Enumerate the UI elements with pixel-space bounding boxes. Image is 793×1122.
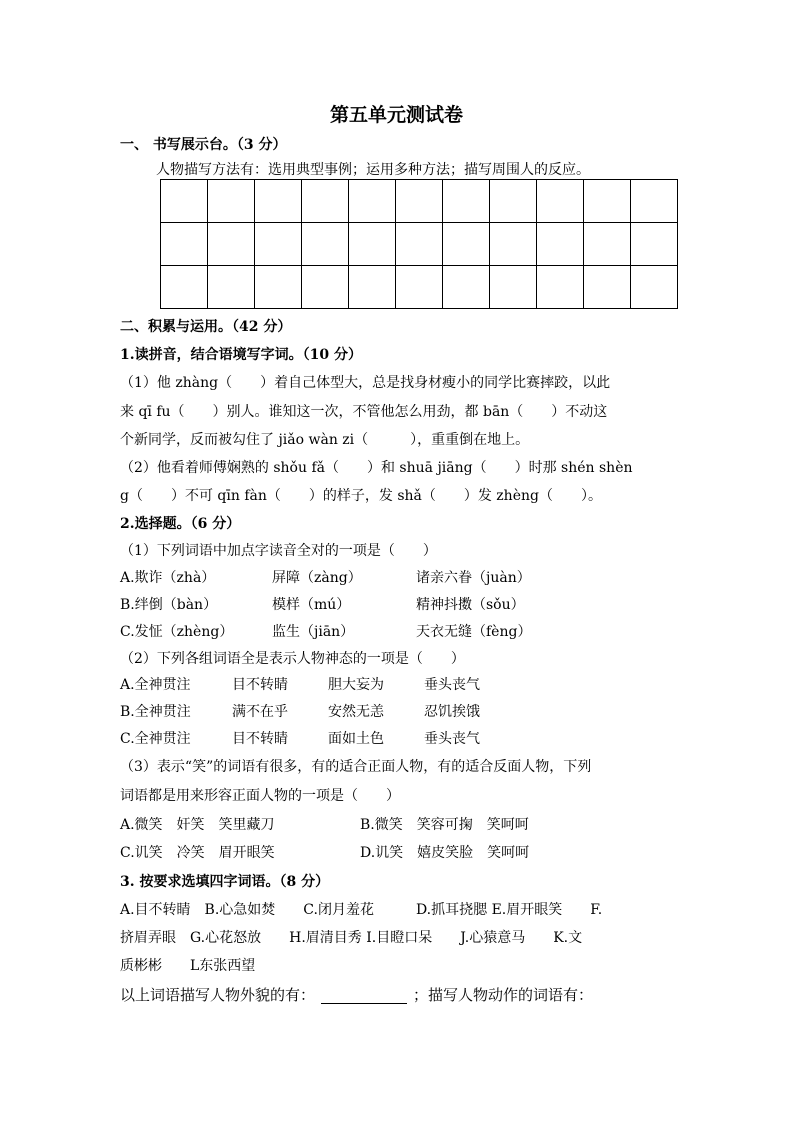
section-1-text: 人物描写方法有：选用典型事例；运用多种方法；描写周围人的反应。: [156, 162, 590, 178]
q3-line: 质彬彬 L东张西望: [120, 958, 256, 974]
q2-option: 目不转睛: [232, 677, 288, 693]
q3-answer-line: [120, 986, 593, 1004]
q1-line: 来 qī fu（ ）别人。谁知这一次，不管他怎么用劲，都 bān（ ）不动这: [120, 404, 608, 420]
q2-option: D.讥笑 嬉皮笑脸 笑呵呵: [360, 845, 530, 861]
q2-option: 天衣无缝（fèng）: [416, 624, 532, 640]
q2-option: A.微笑 奸笑 笑里藏刀: [120, 817, 275, 833]
q2-option: B.全神贯注: [120, 704, 191, 720]
q1-heading: 1.读拼音，结合语境写字词。（10 分）: [120, 347, 362, 363]
q2-option: C.全神贯注: [120, 731, 191, 747]
page-title: 第五单元测试卷: [329, 104, 463, 126]
q2-option: 垂头丧气: [424, 677, 480, 693]
q2-option: 忍饥挨饿: [424, 704, 480, 720]
q2-option: 垂头丧气: [424, 731, 480, 747]
q2-sub2: （2）下列各组词语全是表示人物神态的一项是（ ）: [120, 651, 465, 667]
q2-option: B.微笑 笑容可掬 笑呵呵: [360, 817, 529, 833]
q1-line: 个新同学，反而被勾住了 jiǎo wàn zi（ ），重重倒在地上。: [120, 432, 530, 448]
answer-blank-appearance[interactable]: [321, 989, 407, 1004]
q3-line: 挤眉弄眼 G.心花怒放 H.眉清目秀 I.目瞪口呆 J.心猿意马 K.文: [120, 930, 583, 946]
q2-option: 模样（mú）: [272, 597, 351, 613]
q1-line: （2）他看着师傅娴熟的 shǒu fǎ（ ）和 shuā jiāng（ ）时那 shén shèn: [120, 460, 633, 476]
q2-sub3: （3）表示“笑”的词语有很多，有的适合正面人物，有的适合反面人物，下列: [120, 759, 592, 775]
q2-sub1: （1）下列词语中加点字读音全对的一项是（ ）: [120, 543, 437, 559]
q2-option: 屏障（zàng）: [272, 570, 362, 586]
q2-option: 安然无恙: [328, 704, 384, 720]
q1-line: g（ ）不可 qīn fàn（ ）的样子，发 shǎ（ ）发 zhèng（ ）。: [120, 488, 602, 504]
q2-option: A.欺诈（zhà）: [120, 570, 216, 586]
q2-option: 精神抖擞（sǒu）: [416, 597, 525, 613]
q2-option: 目不转睛: [232, 731, 288, 747]
section-1-heading: 一、 书写展示台。（3 分）: [120, 137, 287, 153]
q2-option: 诸亲六眷（juàn）: [416, 570, 531, 586]
q2-option: 面如土色: [328, 731, 384, 747]
q3-heading: 3. 按要求选填四字词语。（8 分）: [120, 874, 330, 890]
q3-line: A.目不转睛 B.心急如焚 C.闭月羞花 D.抓耳挠腮 E.眉开眼笑 F.: [120, 902, 603, 918]
q2-option: A.全神贯注: [120, 677, 191, 693]
q2-option: B.绊倒（bàn）: [120, 597, 218, 613]
q3-answer-label-appearance: 以上词语描写人物外貌的有：: [120, 986, 316, 1004]
q2-sub3: 词语都是用来形容正面人物的一项是（ ）: [120, 788, 400, 804]
writing-grid[interactable]: [160, 179, 678, 309]
q2-option: 胆大妄为: [328, 677, 384, 693]
q3-answer-label-action: ；描写人物动作的词语有：: [413, 986, 594, 1004]
section-2-heading: 二、积累与运用。（42 分）: [120, 319, 292, 335]
q2-option: C.发怔（zhèng）: [120, 624, 234, 640]
q2-option: C.讥笑 冷笑 眉开眼笑: [120, 845, 275, 861]
q2-heading: 2.选择题。（6 分）: [120, 516, 241, 532]
q2-option: 监生（jiān）: [272, 624, 355, 640]
q1-line: （1）他 zhàng（ ）着自己体型大，总是找身材瘦小的同学比赛摔跤，以此: [120, 375, 611, 391]
q2-option: 满不在乎: [232, 704, 288, 720]
